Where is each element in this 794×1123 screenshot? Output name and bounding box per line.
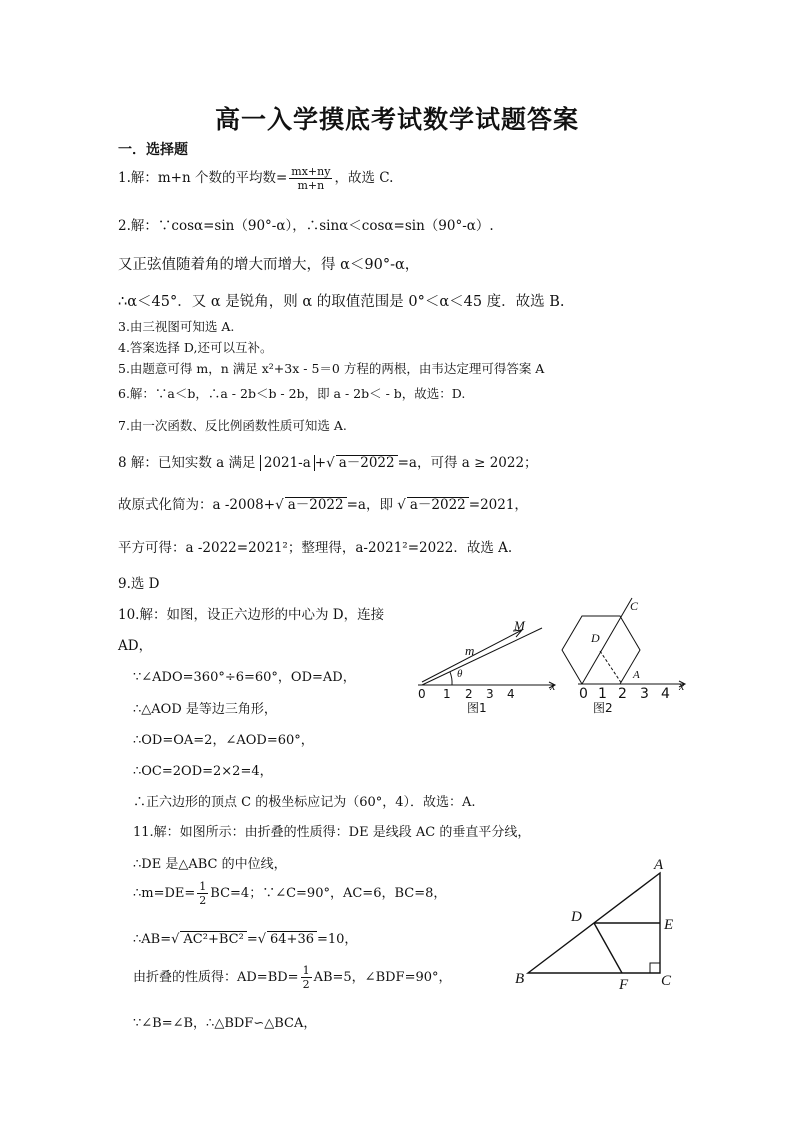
fraction: $\frac{1}{2}$ — [199, 880, 207, 907]
label-x: x — [550, 679, 556, 693]
section-heading: 一．选择题 — [118, 142, 188, 158]
answer-10-step1: ∵∠ADO=360°÷6=60°，OD=AD， — [133, 670, 356, 685]
answer-11-step1: ∴DE 是△ABC 的中位线， — [133, 857, 287, 872]
answer-11-step5: ∵∠B=∠B，∴△BDF∽△BCA， — [133, 1016, 317, 1031]
figure-1-caption: 图1 — [467, 701, 487, 715]
answer-11-step2: ∴m=DE= $\frac{1}{2}$ BC=4；∵∠C=90°，AC=6，BC=8， — [133, 880, 447, 907]
answer-2-cont: 又正弦值随着角的增大而增大，得 α＜90°-α， — [118, 257, 420, 273]
tick-4: 4 — [661, 686, 670, 702]
answer-2-cont2: ∴α＜45°．又 α 是锐角，则 α 的取值范围是 0°＜α＜45 度．故选 B. — [118, 294, 565, 310]
segment-DF — [594, 923, 622, 973]
label-m: m — [465, 643, 475, 658]
tick-1: 1 — [598, 686, 607, 702]
figure-2 — [560, 596, 690, 717]
label-D: D — [591, 631, 600, 645]
answer-4: 4.答案选择 D,还可以互补。 — [118, 340, 273, 355]
label-A: A — [633, 669, 640, 681]
label-E: E — [664, 917, 674, 933]
answer-3: 3.由三视图可知选 A. — [118, 319, 235, 334]
tick-1: 1 — [443, 687, 451, 701]
figure-3 — [510, 855, 690, 995]
tick-2: 2 — [618, 686, 627, 702]
figure-2-caption: 图2 — [593, 701, 613, 715]
hexagon — [562, 616, 640, 684]
fraction: $\frac{1}{2}$ — [302, 964, 310, 991]
answer-9: 9.选 D — [118, 576, 160, 592]
label-B: B — [515, 971, 525, 987]
answer-11-step4: 由折叠的性质得：AD=BD= $\frac{1}{2}$ AB=5，∠BDF=90°， — [133, 964, 452, 991]
answer-8-cont2: 平方可得：a -2022=2021²；整理得，a-2021²=2022．故选 A. — [118, 540, 513, 556]
tick-4: 4 — [507, 687, 515, 701]
page-title: 高一入学摸底考试数学试题答案 — [214, 105, 579, 134]
answer-11: 11.解：如图所示：由折叠的性质得：DE 是线段 AC 的垂直平分线， — [133, 825, 531, 840]
label-x: x — [679, 679, 685, 693]
label-M: M — [514, 618, 525, 633]
ray-line — [422, 628, 542, 685]
ray-OC — [582, 598, 632, 684]
answer-10-step4: ∴OC=2OD=2×2=4， — [133, 764, 273, 779]
segment-DA — [600, 651, 622, 684]
fraction: $\frac{mx+ny}{m+n}$ — [291, 165, 331, 192]
answer-1: 1.解：m+n 个数的平均数= $\frac{mx+ny}{m+n}$ ，故选 C. — [118, 165, 394, 192]
angle-arc — [450, 672, 452, 685]
tick-0: 0 — [418, 687, 426, 701]
label-C: C — [661, 973, 672, 989]
answer-2: 2.解：∵cosα=sin（90°-α），∴sinα＜cosα=sin（90°-α）. — [118, 218, 494, 234]
answer-8: 8 解：已知实数 a 满足 2021-a +√ a－2022 =a，可得 a ≥ 2022； — [118, 455, 538, 471]
tick-3: 3 — [640, 686, 649, 702]
right-angle-mark — [650, 963, 660, 973]
answer-7: 7.由一次函数、反比例函数性质可知选 A. — [118, 418, 347, 433]
answer-8-cont: 故原式化简为：a -2008+√ a－2022 =a，即 √ a－2022 =2021， — [118, 497, 528, 513]
answer-11-step3: ∴AB=√ AC²+BC² =√ 64+36 =10， — [133, 932, 358, 947]
answer-6: 6.解：∵a＜b，∴a - 2b＜b - 2b，即 a - 2b＜ - b，故选：D. — [118, 386, 466, 401]
figure-1 — [410, 612, 560, 717]
label-C: C — [630, 599, 639, 613]
tick-0: 0 — [579, 686, 588, 702]
label-D: D — [571, 909, 582, 925]
answer-10-cont: AD， — [118, 638, 153, 654]
answer-10-step5: ∴正六边形的顶点 C 的极坐标应记为（60°，4）．故选：A. — [133, 795, 476, 810]
tick-2: 2 — [465, 687, 473, 701]
answer-5: 5.由题意可得 m，n 满足 x²+3x - 5＝0 方程的两根，由韦达定理可得答案 A — [118, 361, 545, 376]
tick-3: 3 — [486, 687, 494, 701]
label-F: F — [619, 977, 629, 993]
answer-10-step3: ∴OD=OA=2，∠AOD=60°， — [133, 733, 314, 748]
answer-10: 10.解：如图，设正六边形的中心为 D，连接 — [118, 607, 385, 623]
answer-10-step2: ∴△AOD 是等边三角形， — [133, 702, 277, 717]
label-theta: θ — [457, 668, 463, 680]
label-A: A — [654, 857, 664, 873]
